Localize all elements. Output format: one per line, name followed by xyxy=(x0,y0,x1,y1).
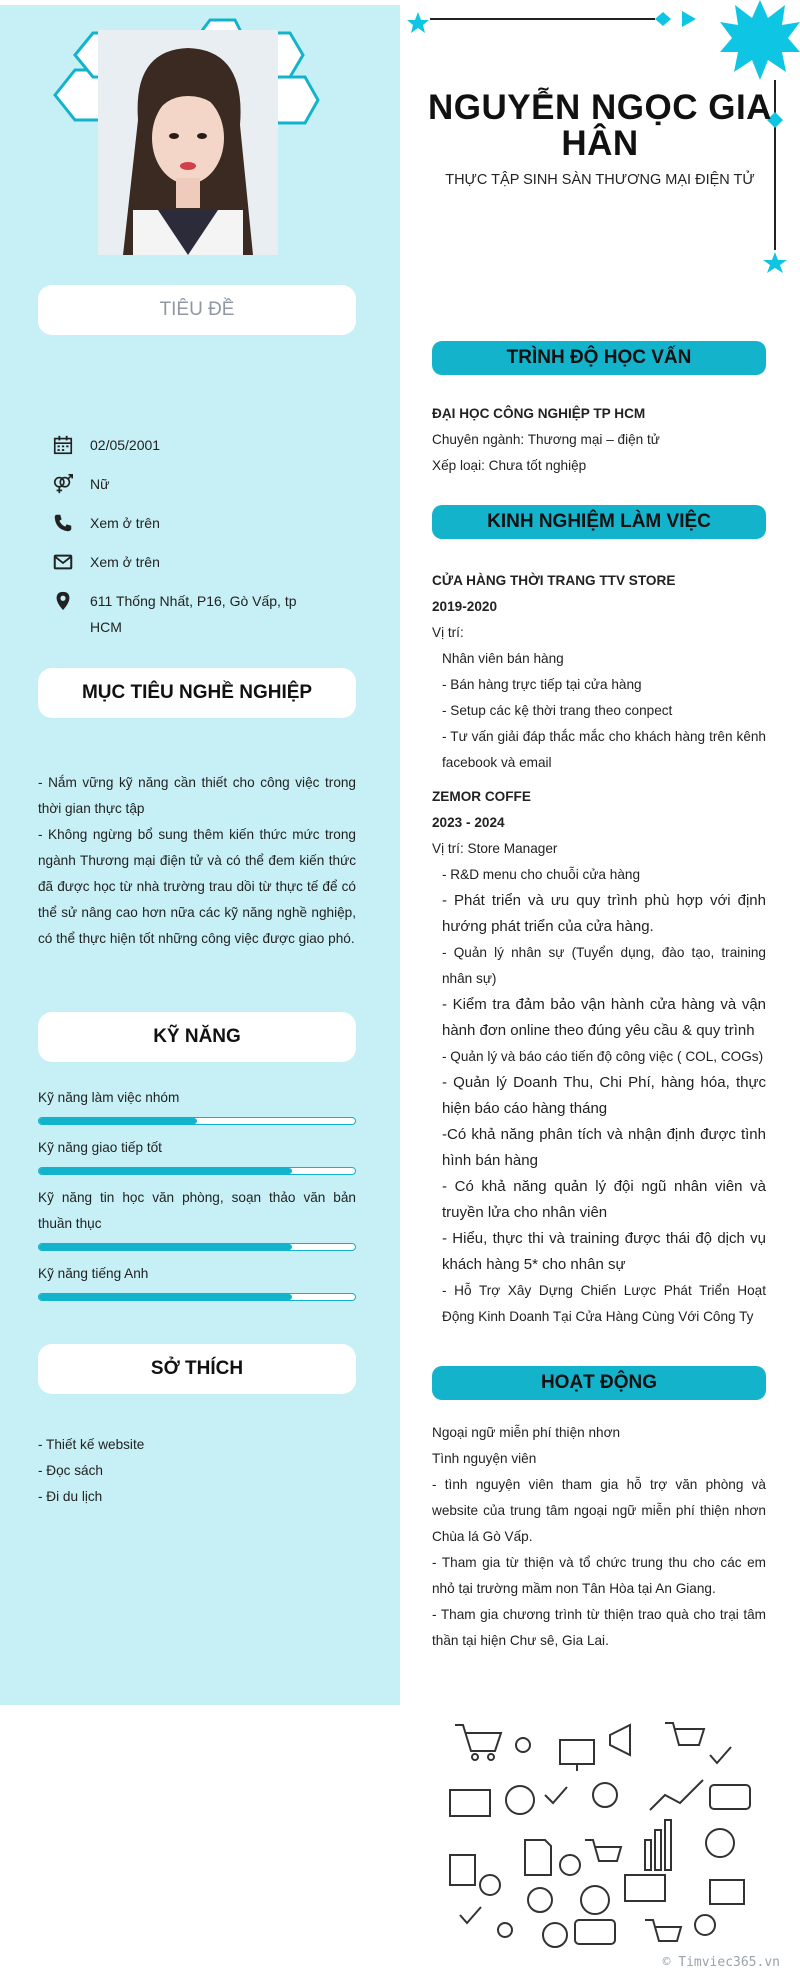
school-name: ĐẠI HỌC CÔNG NGHIỆP TP HCM xyxy=(432,406,646,421)
contact-phone xyxy=(50,510,350,536)
skill-name: Kỹ năng giao tiếp tốt xyxy=(38,1140,162,1155)
skill-bar-fill xyxy=(39,1168,292,1174)
activities-block xyxy=(432,1420,766,1654)
megaphone-icon xyxy=(610,1725,630,1755)
check-icon xyxy=(460,1907,481,1923)
skill-item xyxy=(38,1261,356,1301)
job-duty: - Có khả năng quản lý đội ngũ nhân viên và truyền lửa cho nhân viên xyxy=(442,1178,766,1221)
skills-pill xyxy=(38,1012,356,1062)
job-position: Vị trí: xyxy=(432,625,464,640)
contact-text: Nữ xyxy=(90,476,110,492)
job-duty: - Quản lý nhân sự (Tuyển dụng, đào tạo, training nhân sự) xyxy=(442,945,766,986)
contact-text: Xem ở trên xyxy=(90,554,160,570)
coin-icon xyxy=(480,1875,500,1895)
skill-bar xyxy=(38,1117,356,1125)
activities-header xyxy=(432,1366,766,1400)
card-icon xyxy=(625,1875,665,1901)
contact-gender xyxy=(50,471,350,497)
bars-icon xyxy=(645,1840,651,1870)
skill-bar-fill xyxy=(39,1118,197,1124)
skill-bar xyxy=(38,1243,356,1251)
phone-icon xyxy=(50,510,76,536)
hobbies-list xyxy=(38,1432,356,1510)
hobbies-title: SỞ THÍCH xyxy=(150,1358,244,1379)
hobbies-pill xyxy=(38,1344,356,1394)
barcode-icon xyxy=(450,1855,475,1885)
skill-name: Kỹ năng tin học văn phòng, soạn thảo văn bản thuần thục xyxy=(38,1190,356,1231)
gear-icon xyxy=(695,1915,715,1935)
objective-text xyxy=(38,770,356,952)
job-company: CỬA HÀNG THỜI TRANG TTV STORE xyxy=(432,573,676,588)
chat-bubble-icon xyxy=(575,1920,615,1944)
job-duty: - Quản lý và báo cáo tiến độ công việc ( COL, COGs) xyxy=(442,1049,764,1064)
skills-list xyxy=(38,1085,356,1311)
contact-text: 611 Thống Nhất, P16, Gò Vấp, tp HCM xyxy=(90,593,297,635)
chart-icon xyxy=(650,1780,703,1810)
experience-header xyxy=(432,505,766,539)
photo-area xyxy=(45,15,325,245)
activity-line: - Tham gia từ thiện và tổ chức trung thu cho các em nhỏ tại trường mầm non Tân Hòa tại An Giang. xyxy=(432,1555,766,1596)
watermark: © Timviec365.vn xyxy=(662,1955,780,1970)
cart-icon xyxy=(585,1840,621,1861)
pie-chart-icon xyxy=(543,1923,567,1947)
monitor-icon xyxy=(560,1740,594,1764)
job-duty: - Quản lý Doanh Thu, Chi Phí, hàng hóa, thực hiện báo cáo hàng tháng xyxy=(442,1074,766,1117)
cart-icon xyxy=(645,1920,681,1941)
objective-pill xyxy=(38,668,356,718)
contact-text: Xem ở trên xyxy=(90,515,160,531)
job-duty: - Setup các kệ thời trang theo conpect xyxy=(442,703,673,718)
location-pin-icon xyxy=(516,1738,530,1752)
triangle-decoration xyxy=(682,11,696,27)
headset-icon xyxy=(581,1886,609,1914)
star-decoration xyxy=(407,12,429,33)
job-duty: - Hiểu, thực thi và training được thái độ dịch vụ khách hàng 5* cho nhân sự xyxy=(442,1230,766,1273)
activity-line: - tình nguyện viên tham gia hỗ trợ văn phòng và website của trung tâm ngoại ngữ miễn phí thiện nhơn Chùa lá Gò Vấp. xyxy=(432,1477,766,1544)
location-pin-icon xyxy=(498,1923,512,1937)
star-decoration xyxy=(763,252,787,273)
skill-item xyxy=(38,1085,356,1125)
location-icon xyxy=(50,588,76,614)
email-icon xyxy=(50,549,76,575)
skill-item xyxy=(38,1185,356,1251)
skill-name: Kỹ năng làm việc nhóm xyxy=(38,1090,180,1105)
education-header xyxy=(432,341,766,375)
objective-line: - Nắm vững kỹ năng cần thiết cho công việc trong thời gian thực tập xyxy=(38,775,356,816)
skill-bar-fill xyxy=(39,1244,292,1250)
job-period: 2023 - 2024 xyxy=(432,815,505,830)
portrait-image xyxy=(98,30,278,255)
contact-email xyxy=(50,549,350,575)
skill-bar xyxy=(38,1293,356,1301)
gear-icon xyxy=(528,1888,552,1912)
cart-icon xyxy=(455,1725,501,1751)
objective-line: - Không ngừng bổ sung thêm kiến thức mức trong ngành Thương mại điện tử và có thể đem kiến thức đã được học từ nhà trường trau dồi từ thực tế để có thể sử nâng cao hơn nữa các kỹ năng nghề nghiệp, có thể thực hiện tốt những công việc được giao phó. xyxy=(38,827,356,946)
job-duty: - Kiểm tra đảm bảo vận hành cửa hàng và vận hành đơn online theo đúng yêu cầu & quy trình xyxy=(442,996,766,1039)
document-icon xyxy=(525,1840,551,1875)
job-position: Vị trí: Store Manager xyxy=(432,841,558,856)
hobby-item: - Đi du lịch xyxy=(38,1489,103,1504)
skill-name: Kỹ năng tiếng Anh xyxy=(38,1266,149,1281)
job-duty: - Phát triển và ưu quy trình phù hợp với định hướng phát triển của cửa hàng. xyxy=(442,892,766,935)
profile-photo xyxy=(98,30,278,255)
experience-block xyxy=(432,568,766,1330)
education-block xyxy=(432,401,766,479)
job-duty: - Bán hàng trực tiếp tại cửa hàng xyxy=(442,677,642,692)
activity-line: Tình nguyện viên xyxy=(432,1451,537,1466)
contact-list xyxy=(50,432,350,653)
monitor-icon xyxy=(710,1880,744,1904)
chat-icon xyxy=(593,1783,617,1807)
ecommerce-illustration xyxy=(445,1715,765,1950)
job-duty: Nhân viên bán hàng xyxy=(442,651,564,666)
skill-bar xyxy=(38,1167,356,1175)
contact-birthday xyxy=(50,432,350,458)
job-period: 2019-2020 xyxy=(432,599,498,614)
check-icon xyxy=(710,1747,731,1763)
percent-icon xyxy=(506,1786,534,1814)
major: Chuyên ngành: Thương mại – điện tử xyxy=(432,432,660,447)
experience-title: KINH NGHIỆM LÀM VIỆC xyxy=(487,511,711,532)
job-company: ZEMOR COFFE xyxy=(432,789,531,804)
chat-bubble-icon xyxy=(710,1785,750,1809)
candidate-role: THỰC TẬP SINH SÀN THƯƠNG MẠI ĐIỆN TỬ xyxy=(445,172,755,188)
hobby-item: - Thiết kế website xyxy=(38,1437,145,1452)
activities-title: HOẠT ĐỘNG xyxy=(540,1372,658,1393)
education-title: TRÌNH ĐỘ HỌC VẤN xyxy=(506,347,692,368)
burst-decoration xyxy=(720,0,800,80)
card-icon xyxy=(450,1790,490,1816)
skill-bar-fill xyxy=(39,1294,292,1300)
job-duty: - Tư vấn giải đáp thắc mắc cho khách hàng trên kênh facebook và email xyxy=(442,729,766,770)
hobby-item: - Đọc sách xyxy=(38,1463,103,1478)
skills-title: KỸ NĂNG xyxy=(153,1026,241,1047)
job-duty: - R&D menu cho chuỗi cửa hàng xyxy=(442,867,641,882)
cart-icon xyxy=(665,1723,704,1745)
coin-icon xyxy=(560,1855,580,1875)
activity-line: Ngoại ngữ miễn phí thiện nhơn xyxy=(432,1425,621,1440)
calendar-icon xyxy=(50,432,76,458)
objective-title: MỤC TIÊU NGHỀ NGHIỆP xyxy=(81,682,313,703)
job-duty: - Hỗ Trợ Xây Dựng Chiến Lược Phát Triển Hoạt Động Kinh Doanh Tại Cửa Hàng Cùng Với Công Ty xyxy=(442,1283,766,1324)
contact-text: 02/05/2001 xyxy=(90,437,161,453)
title-pill-text: TIÊU ĐỀ xyxy=(159,299,235,320)
contact-address xyxy=(50,588,350,640)
check-icon xyxy=(545,1787,567,1803)
job-duty: -Có khả năng phân tích và nhận định được tình hình bán hàng xyxy=(442,1126,766,1169)
gender-icon xyxy=(50,471,76,497)
diamond-decoration xyxy=(655,12,671,26)
activity-line: - Tham gia chương trình từ thiện trao quà cho trại tâm thần tại hiện Chư sê, Gia Lai. xyxy=(432,1607,766,1648)
percent-icon xyxy=(706,1829,734,1857)
skill-item xyxy=(38,1135,356,1175)
rank: Xếp loại: Chưa tốt nghiệp xyxy=(432,458,587,473)
candidate-name: NGUYỄN NGỌC GIA HÂN xyxy=(428,88,772,163)
title-pill xyxy=(38,285,356,335)
